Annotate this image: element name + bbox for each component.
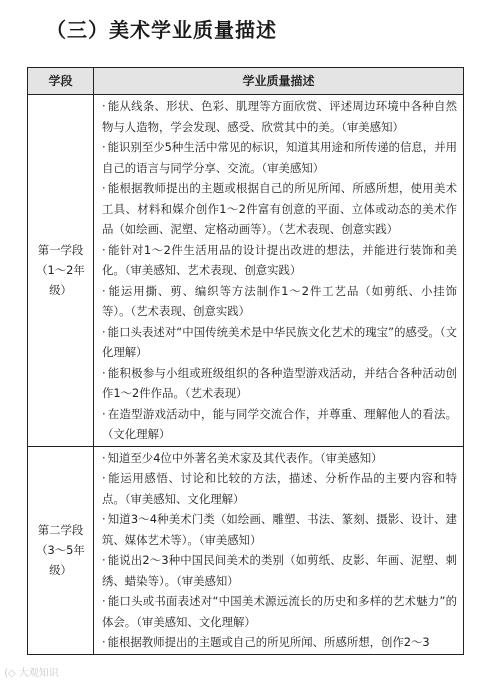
- stage-name: 第二学段: [37, 523, 84, 537]
- list-item: [102, 178, 457, 240]
- quality-description-table: [27, 67, 464, 655]
- bullet-icon: ·: [102, 406, 106, 421]
- list-item: [102, 632, 457, 653]
- stage-cell: [28, 446, 94, 654]
- bullet-icon: ·: [102, 450, 106, 465]
- item-text: 在造型游戏活动中，能与同学交流合作，并尊重、理解他人的看法。（文化理解）: [102, 406, 457, 441]
- table-row: [28, 95, 464, 447]
- bullet-icon: ·: [102, 471, 106, 485]
- list-item: [102, 404, 457, 445]
- item-text: 能运用撕、剪、编织等方法制作1～2件工艺品（如剪纸、小挂饰等）。（艺术表现、创意实践）: [102, 283, 457, 318]
- item-text: 知道3～4种美术门类（如绘画、雕塑、书法、篆刻、摄影、设计、建筑、媒体艺术等）。（审美感知）: [102, 512, 457, 547]
- bullet-icon: ·: [102, 365, 106, 380]
- page-heading: （三）美术学业质量描述: [46, 18, 277, 42]
- item-text: 能从线条、形状、色彩、肌理等方面欣赏、评述周边环境中各种自然物与人造物，学会发现、感受、欣赏其中的美。（审美感知）: [102, 99, 457, 134]
- stage-cell: [28, 95, 94, 447]
- list-item: [102, 591, 457, 632]
- bullet-icon: ·: [102, 181, 106, 195]
- header-stage: 学段: [28, 68, 94, 95]
- item-text: 能根据教师提出的主题或自己的所见所闻、所感所想，创作2～3: [107, 635, 430, 649]
- table-row: [28, 446, 464, 654]
- bullet-icon: ·: [102, 512, 106, 526]
- bullet-icon: ·: [102, 324, 106, 339]
- bullet-icon: ·: [102, 140, 106, 154]
- item-text: 能口头或书面表述对“中国美术源远流长的历史和多样的艺术魅力”的体会。（审美感知、文化理解）: [102, 594, 457, 629]
- description-cell: [94, 446, 464, 654]
- list-item: [102, 322, 457, 363]
- item-text: 能口头表述对“中国传统美术是中华民族文化艺术的瑰宝”的感受。（文化理解）: [102, 324, 457, 359]
- list-item: [102, 509, 457, 550]
- bullet-icon: ·: [102, 283, 106, 298]
- header-description: 学业质量描述: [94, 68, 464, 95]
- stage-grade: （1～2年级）: [36, 263, 85, 298]
- item-text: 能根据教师提出的主题或根据自己的所见所闻、所感所想，使用美术工具、材料和媒介创作1～2件富有创意的平面、立体或动态的美术作品（如绘画、泥塑、定格动画等）。（艺术表现、创意实践）: [102, 181, 457, 236]
- list-item: [102, 96, 457, 137]
- bullet-icon: ·: [102, 553, 106, 567]
- list-item: [102, 448, 457, 469]
- list-item: [102, 550, 457, 591]
- item-text: 能运用感悟、讨论和比较的方法，描述、分析作品的主要内容和特点。（审美感知、文化理解）: [102, 471, 457, 506]
- list-item: [102, 281, 457, 322]
- list-item: [102, 137, 457, 178]
- bullet-icon: ·: [102, 242, 106, 257]
- table-header-row: [28, 68, 464, 95]
- item-text: 知道至少4位中外著名美术家及其代表作。（审美感知）: [107, 450, 383, 465]
- list-item: [102, 468, 457, 509]
- stage-name: 第一学段: [37, 243, 84, 258]
- bullet-icon: ·: [102, 594, 106, 608]
- list-item: [102, 363, 457, 404]
- item-text: 能针对1～2件生活用品的设计提出改进的想法，并能进行装饰和美化。（审美感知、艺术表现、创意实践）: [102, 242, 457, 277]
- bullet-icon: ·: [102, 635, 106, 649]
- list-item: [102, 240, 457, 281]
- watermark-logo: ⟨◇ 大观知识: [4, 668, 59, 679]
- item-text: 能说出2～3种中国民间美术的类别（如剪纸、皮影、年画、泥塑、刺绣、蜡染等）。（审美感知）: [102, 553, 457, 588]
- bullet-icon: ·: [102, 99, 106, 113]
- item-text: 能识别至少5种生活中常见的标识，知道其用途和所传递的信息，并用自己的语言与同学分享、交流。（审美感知）: [102, 140, 457, 175]
- description-cell: [94, 95, 464, 447]
- item-text: 能积极参与小组或班级组织的各种造型游戏活动，并结合各种活动创作1～2件作品。（艺术表现）: [102, 365, 457, 400]
- stage-grade: （3～5年级）: [36, 543, 85, 577]
